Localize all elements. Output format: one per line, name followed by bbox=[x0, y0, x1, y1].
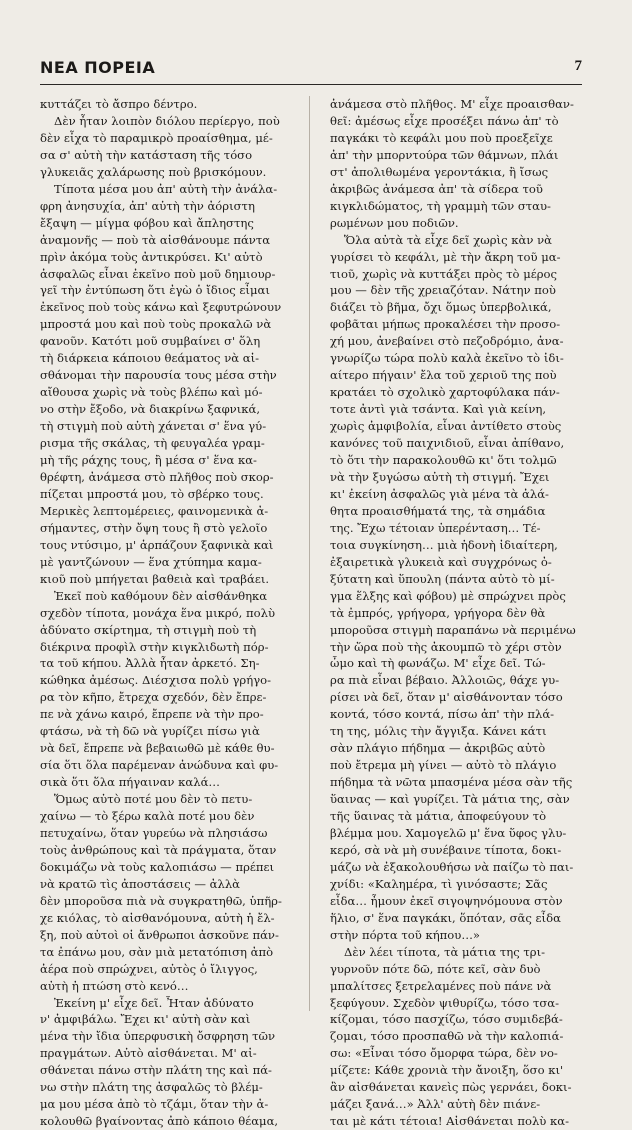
text-line: στὴν πόρτα τοῦ κήπου…» bbox=[330, 927, 481, 942]
text-line: ρισμα τῆς σκάλας, τὴ φευγαλέα γραμ- bbox=[40, 436, 265, 451]
text-line: χνίδι: «Καλημέρα, τὶ γινόσαστε; Σᾶς bbox=[330, 876, 548, 891]
text-line: ἀπ' τὴν μπορντούρα τῶν θάμνων, πλάι bbox=[330, 147, 559, 162]
text-line: πρὶν ἀκόμα τοὺς ἀντικρύσει. Κι' αὐτὸ bbox=[40, 249, 263, 264]
text-line: τιοῦ, χωρὶς νὰ κυττάξει πρὸς τὸ μέρος bbox=[330, 266, 558, 281]
text-line: τὴ διάρκεια κάποιου θεάματος νὰ αἰ- bbox=[40, 351, 260, 366]
text-line: Δὲν ἦταν λοιπὸν διόλου περίεργο, ποὺ bbox=[54, 113, 280, 128]
text-line: δοκιμάζω νὰ τοὺς καλοπιάσω — πρέπει bbox=[40, 859, 275, 874]
text-line: Ἐκείνη μ' εἶχε δεῖ. Ἦταν ἀδύνατο bbox=[54, 995, 254, 1010]
text-line: τὰ ἐμπρός, γρήγορα, γρήγορα δὲν θὰ bbox=[330, 605, 546, 620]
left-column bbox=[40, 96, 292, 1129]
text-line: βλέμμα μου. Χαμογελῶ μ' ἕνα ὕφος γλυ- bbox=[330, 825, 567, 840]
text-line: εἶδα… ἦμουν ἐκεῖ σιγοψηνόμουνα στὸν bbox=[330, 893, 563, 908]
text-line: μπαλίτσες ξετρελαμένες ποὺ πάνε νὰ bbox=[330, 978, 552, 993]
text-line: κιοῦ ποὺ μπήγεται βαθειὰ καὶ τραβάει. bbox=[40, 571, 270, 586]
text-line: φοβᾶται μήπως προκαλέσει τὴν προσο- bbox=[330, 317, 561, 332]
text-line: μάζω νὰ ἐξακολουθήσω νὰ παίζω τὸ παι- bbox=[330, 859, 574, 874]
text-line: διάζει τὸ βῆμα, ὄχι ὅμως ὑπερβολικά, bbox=[330, 300, 552, 315]
text-line: Ἐκεῖ ποὺ καθόμουν δὲν αἰσθάνθηκα bbox=[54, 588, 268, 603]
text-line: τα τοῦ κήπου. Ἀλλὰ ἦταν ἀρκετό. Ση- bbox=[40, 656, 260, 671]
text-line: δὲν μποροῦσα πιὰ νὰ συγκρατηθῶ, ὑπῆρ- bbox=[40, 893, 282, 908]
text-line: αίτερο πήγαιν' ἔλα τοῦ χεριοῦ της ποὺ bbox=[330, 368, 557, 383]
text-line: τῆς ὕαινας τὰ μάτια, ἀποφεύγουν τὸ bbox=[330, 809, 547, 824]
text-line: τη της, μόλις τὴν ἄγγιξα. Κάνει κάτι bbox=[330, 724, 547, 739]
text-line: φτάσω, νὰ τὴ δῶ νὰ γυρίζει πίσω γιὰ bbox=[40, 724, 260, 739]
text-line: ἀκριβῶς ἀνάμεσα ἀπ' τὰ σίδερα τοῦ bbox=[330, 181, 543, 196]
text-line: γυρνοῦν πότε δῶ, πότε κεῖ, σὰν δυὸ bbox=[330, 961, 541, 976]
text-line: νω στὴν πλάτη της ἀσφαλῶς τὸ βλέμ- bbox=[40, 1080, 263, 1095]
text-line: νὰ δεῖ, ἔπρεπε νὰ βεβαιωθῶ μὲ κάθε θυ- bbox=[40, 741, 275, 756]
text-line: τους ντύσιμο, μ' ἁρπάζουν ξαφνικὰ καὶ bbox=[40, 537, 274, 552]
text-line: μένα τὴν ἴδια ὑπερφυσικὴ ὄσφρηση τῶν bbox=[40, 1029, 276, 1044]
text-line: ξη, ποὺ αὐτοὶ οἱ ἄνθρωποι ἀσκοῦνε πάν- bbox=[40, 927, 279, 942]
text-line: μίζετε: Κάθε χρονιὰ τὴν ἄνοιξη, ὅσο κι' bbox=[330, 1063, 564, 1078]
text-line: τοὺς ἀνθρώπους καὶ τὰ πράγματα, ὅταν bbox=[40, 842, 277, 857]
text-line: ται μὲ κάτι τέτοια! Αἰσθάνεται πολὺ κα- bbox=[330, 1114, 570, 1129]
text-line: ὕαινας — καὶ γυρίζει. Τὰ μάτια της, σὰν bbox=[330, 792, 570, 807]
text-line: θεῖ: ἀμέσως εἶχε προσέξει πάνω ἀπ' τὸ bbox=[330, 113, 559, 128]
text-line: θρέφτη, ἀνάμεσα στὸ πλῆθος ποὺ σκορ- bbox=[40, 469, 274, 484]
text-line: μα μου μέσα ἀπὸ τὸ τζάμι, ὅταν τὴν ἀ- bbox=[40, 1097, 269, 1112]
text-line: κυττάζει τὸ ἄσπρο δέντρο. bbox=[40, 97, 198, 111]
text-line: ἥλιο, σ' ἕνα παγκάκι, ὅπόταν, σᾶς εἶδα bbox=[330, 910, 561, 925]
text-line: γυρίσει τὸ κεφάλι, μὲ τὴν ἄκρη τοῦ μα- bbox=[330, 249, 561, 264]
text-line: πήδημα τὰ νῶτα μπασμένα μέσα σὰν τῆς bbox=[330, 775, 573, 790]
text-line: σὰν πλάγιο πήδημα — ἀκριβῶς αὐτὸ bbox=[330, 741, 546, 756]
text-line: πετυχαίνω, ὅταν γυρεύω νὰ πλησιάσω bbox=[40, 825, 268, 840]
text-line: χωρὶς ἀμφιβολία, εἶναι ἀντίθετο στοὺς bbox=[330, 419, 562, 434]
text-line: πραγμάτων. Αὐτὸ αἰσθάνεται. Μ' αἰ- bbox=[40, 1046, 257, 1061]
text-line: τὴν ὥρα ποὺ τὴς ἀκουμπῶ τὸ χέρι στὸν bbox=[330, 639, 562, 654]
text-line: Τίποτα μέσα μου ἀπ' αὐτὴ τὴν ἀνάλα- bbox=[54, 181, 278, 196]
text-line: ἀνάμεσα στὸ πλῆθος. Μ' εἶχε προαισθαν- bbox=[330, 97, 574, 111]
journal-title: ΝΕΑ ΠΟΡΕΙΑ bbox=[40, 58, 156, 77]
text-line: γμα ἕλξης καὶ φόβου) μὲ σπρώχνει πρὸς bbox=[330, 588, 566, 603]
text-line: κίζομαι, τόσο πασχίζω, τόσο συμιδεβά- bbox=[330, 1012, 563, 1027]
text-line: κι' ἐκείνη ἀσφαλῶς γιὰ μένα τὰ ἀλά- bbox=[330, 486, 549, 501]
text-line: ἀναμονῆς — ποὺ τὰ αἰσθάνουμε πάντα bbox=[40, 232, 271, 247]
text-line: διέκρινα προφὶλ στὴν κιγκλιδωτὴ πόρ- bbox=[40, 639, 269, 654]
text-line: ξεφύγουν. Σχεδὸν ψιθυρίζω, τόσο τσα- bbox=[330, 995, 560, 1010]
text-line: κερό, σὰ νὰ μὴ συνέβαινε τίποτα, δοκι- bbox=[330, 842, 562, 857]
text-line: χή μου, ἀνεβαίνει στὸ πεζοδρόμιο, ἀνα- bbox=[330, 334, 564, 349]
text-line: μάζει ξανά…» Ἀλλ' αὐτὴ δὲν πιάνε- bbox=[330, 1097, 541, 1112]
text-line: μπροστά μου καὶ ποὺ τοὺς προκαλῶ νὰ bbox=[40, 317, 272, 332]
text-line: μου — δὲν τῆς χρειαζόταν. Νάτην ποὺ bbox=[330, 283, 556, 298]
text-line: μὴ τῆς ράχης τους, ἢ μέσα σ' ἕνα κα- bbox=[40, 453, 257, 468]
text-line: μὲ γαντζώνουν — ἕνα χτύπημα καμα- bbox=[40, 554, 262, 569]
text-line: ποὺ ἔτρεμα μὴ γίνει — αὐτὸ τὸ πλάγιο bbox=[330, 758, 557, 773]
text-line: σω: «Εἶναι τόσο ὄμορφα τώρα, δὲν νο- bbox=[330, 1046, 558, 1061]
text-line: χαίνω — τὸ ξέρω καλὰ ποτέ μου δὲν bbox=[40, 809, 255, 824]
text-line: ἀσφαλῶς εἶναι ἐκεῖνο ποὺ μοῦ δημιουρ- bbox=[40, 266, 276, 281]
running-header bbox=[40, 58, 582, 80]
text-line: κανόνες τοῦ παιχνιδιοῦ, εἶναι ἀπίθανο, bbox=[330, 436, 565, 451]
text-line: ὦμο καὶ τὴ φωνάζω. Μ' εἶχε δεῖ. Τώ- bbox=[330, 656, 546, 671]
text-line: σα σ' αὐτὴ τὴν κατάσταση τῆς τόσο bbox=[40, 147, 253, 162]
text-line: ἐξαιρετικὰ γλυκειὰ καὶ συγχρόνως ὀ- bbox=[330, 554, 552, 569]
text-line: φανοῦν. Κατότι μοῦ συμβαίνει σ' ὅλη bbox=[40, 334, 261, 349]
text-line: της. Ἔχω τέτοιαν ὑπερένταση… Τέ- bbox=[330, 520, 541, 535]
column-gutter bbox=[309, 96, 310, 1011]
text-line: τα ἐπάνω μου, σὰν μιὰ μετατόπιση ἀπὸ bbox=[40, 944, 274, 959]
text-line: γνωρίζω τώρα πολὺ καλὰ ἐκεῖνο τὸ ἰδι- bbox=[330, 351, 564, 366]
text-line: ρα πιὰ εἶναι βέβαιο. Ἀλλοιῶς, θάχε γυ- bbox=[330, 673, 560, 688]
text-line: ἔξαψη — μίγμα φόβου καὶ ἄπληστης bbox=[40, 215, 254, 230]
text-line: πίζεται μπροστά μου, τὸ σβέρκο τους. bbox=[40, 486, 264, 501]
text-line: κολουθῶ βγαίνοντας ἀπὸ κάποιο θέαμα, bbox=[40, 1114, 279, 1129]
text-line: τὸ ὅτι τὴν παρακολουθῶ κι' ὅτι τολμῶ bbox=[330, 453, 557, 468]
text-line: ζομαι, τόσο προσπαθῶ νὰ τὴν καλοπιά- bbox=[330, 1029, 564, 1044]
text-line: τοτε ἀντὶ γιὰ τσάντα. Καὶ γιὰ κείνη, bbox=[330, 402, 547, 417]
text-line: ν' ἀμφιβάλω. Ἔχει κι' αὐτὴ σὰν καὶ bbox=[40, 1012, 251, 1027]
right-column bbox=[330, 96, 582, 1129]
text-line: πε νὰ χάνω καιρό, ἔπρεπε νὰ τὴν προ- bbox=[40, 707, 264, 722]
text-line: αἴθουσα χωρὶς νὰ τοὺς βλέπω καὶ μό- bbox=[40, 385, 263, 400]
text-line: κοντά, τόσο κοντά, πίσω ἀπ' τὴν πλά- bbox=[330, 707, 555, 722]
text-line: Ὅλα αὐτὰ τὰ εἶχε δεῖ χωρὶς κὰν νὰ bbox=[344, 232, 552, 247]
text-line: φρη ἀνησυχία, ἀπ' αὐτὴ τὴν ἀόριστη bbox=[40, 198, 255, 213]
text-line: παγκάκι τὸ κεφάλι μου ποὺ προεξεῖχε bbox=[330, 130, 553, 145]
text-line: γεῖ τὴν ἐντύπωση ὅτι ἐγὼ ὁ ἴδιος εἶμαι bbox=[40, 283, 270, 298]
text-line: κρατάει τὸ σχολικὸ χαρτοφύλακα πάν- bbox=[330, 385, 560, 400]
page-number: 7 bbox=[574, 58, 582, 74]
text-line: ρωμένων μου ποδιῶν. bbox=[330, 215, 459, 230]
text-line: νὰ κρατῶ τὶς ἀποστάσεις — ἀλλὰ bbox=[40, 876, 241, 891]
text-line: σία ὅτι ὅλα παρέμεναν ἀνώδυνα καὶ φυ- bbox=[40, 758, 279, 773]
text-line: σχεδὸν τίποτα, μονάχα ἕνα μικρό, πολὺ bbox=[40, 605, 276, 620]
text-line: νὰ τὴν ξυγώσω αὐτὴ τὴ στιγμή. Ἔχει bbox=[330, 469, 550, 484]
text-line: ἂν αἰσθάνεται κανεὶς πὼς γερνάει, δοκι- bbox=[330, 1080, 572, 1095]
text-line: Δὲν λέει τίποτα, τὰ μάτια της τρι- bbox=[344, 944, 546, 959]
text-line: ρίσει νὰ δεῖ, ὅταν μ' αἰσθάνονταν τόσο bbox=[330, 690, 563, 705]
text-line: ἀδύνατο σκίρτημα, τὴ στιγμὴ ποὺ τὴ bbox=[40, 622, 257, 637]
text-line: γλυκειᾶς χαλάρωσης ποὺ βρισκόμουν. bbox=[40, 164, 267, 179]
text-line: σθάνεται πάνω στὴν πλάτη της καὶ πά- bbox=[40, 1063, 272, 1078]
text-line: Ὅμως αὐτὸ ποτέ μου δὲν τὸ πετυ- bbox=[54, 792, 253, 807]
text-line: σικὰ ὅτι ὅλα πήγαιναν καλά… bbox=[40, 775, 221, 790]
text-line: τὴ στιγμὴ ποὺ αὐτὴ χάνεται σ' ἕνα γύ- bbox=[40, 419, 267, 434]
text-line: κιγκλιδώματος, τὴ γραμμὴ τῶν σταυ- bbox=[330, 198, 551, 213]
text-line: Μερικὲς λεπτομέρειες, φαινομενικὰ ἀ- bbox=[40, 503, 269, 518]
text-line: δὲν εἶχα τὸ παραμικρὸ προαίσθημα, μέ- bbox=[40, 130, 273, 145]
text-line: νο στὴν ἔξοδο, νὰ διακρίνω ξαφνικά, bbox=[40, 402, 261, 417]
header-rule bbox=[40, 84, 582, 85]
text-line: αὐτὴ ἡ πτώση στὸ κενό… bbox=[40, 978, 189, 993]
text-line: στ' ἀπολιθωμένα γεροντάκια, ἢ ἴσως bbox=[330, 164, 549, 179]
text-line: σθάνομαι τὴν παρουσία τους μέσα στὴν bbox=[40, 368, 277, 383]
text-line: τοια συγκίνηση… μιὰ ἡδονὴ ἰδιαίτερη, bbox=[330, 537, 558, 552]
text-line: μποροῦσα στιγμὴ παραπάνω νὰ περιμένω bbox=[330, 622, 576, 637]
text-line: κώθηκα ἀμέσως. Διέσχισα πολὺ γρήγο- bbox=[40, 673, 272, 688]
text-line: ρα τὸν κῆπο, ἔτρεχα σχεδόν, δὲν ἔπρε- bbox=[40, 690, 267, 705]
text-line: σήμαντες, στὴν ὄψη τους ἢ στὸ γελοῖο bbox=[40, 520, 268, 535]
text-line: ἐκεῖνος ποὺ τοὺς κάνω καὶ ξεφυτρώνουν bbox=[40, 300, 282, 315]
text-line: χε κιόλας, τὸ αἰσθανόμουνα, αὐτὴ ἡ ἔλ- bbox=[40, 910, 275, 925]
text-line: θητα προαισθήματά της, τὰ σημάδια bbox=[330, 503, 546, 518]
text-line: ξύτατη καὶ ὕπουλη (πάντα αὐτὸ τὸ μί- bbox=[330, 571, 555, 586]
text-line: ἀέρα ποὺ σπρώχνει, αὐτὸς ὁ ἴλιγγος, bbox=[40, 961, 258, 976]
